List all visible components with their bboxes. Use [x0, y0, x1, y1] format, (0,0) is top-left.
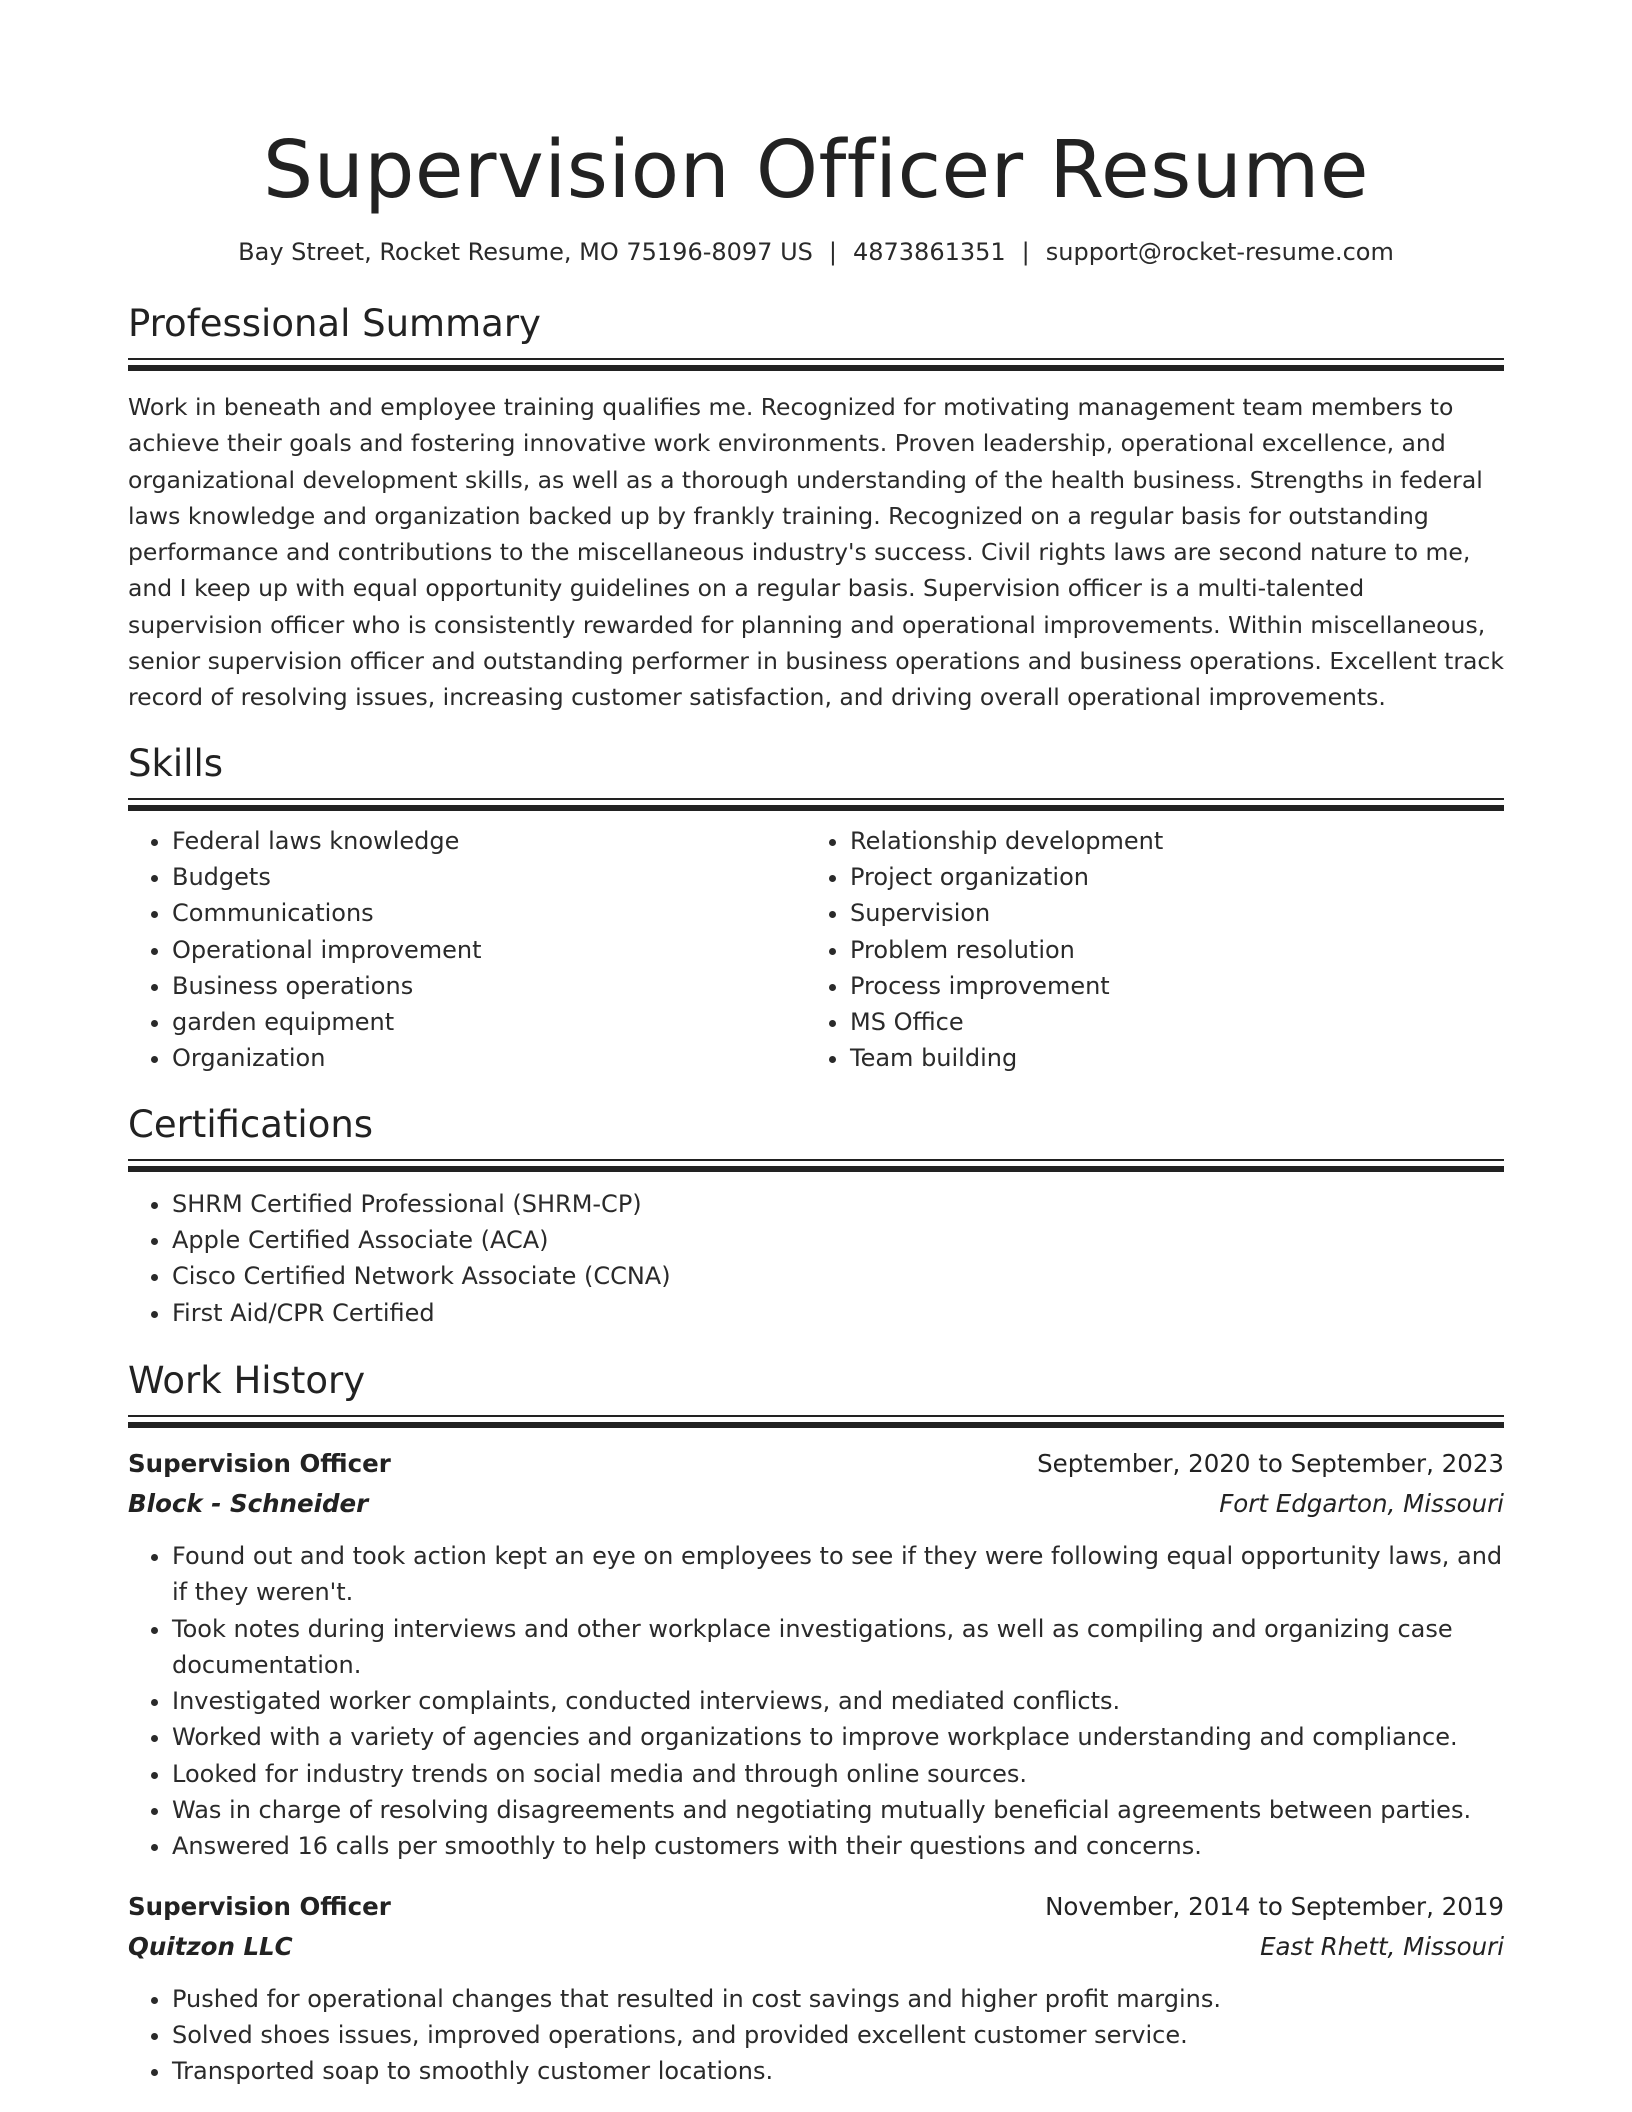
job-location: East Rhett, Missouri — [1260, 1931, 1504, 1961]
skill-item: • Problem resolution — [850, 932, 1484, 968]
skill-item: • Relationship development — [850, 823, 1484, 859]
job-bullet: • Looked for industry trends on social media and through online sources. — [172, 1756, 1504, 1792]
job-bullet: • Pushed for operational changes that resulted in cost savings and higher profit margins. — [172, 1981, 1504, 2017]
job-header — [128, 1444, 1504, 1484]
job-header — [128, 1887, 1504, 1927]
certification-item: • Cisco Certified Network Associate (CCNA) — [172, 1258, 1504, 1294]
resume-page — [128, 0, 1504, 2090]
job-location: Fort Edgarton, Missouri — [1219, 1488, 1504, 1518]
certifications-list — [128, 1186, 1504, 1331]
skill-item: • Organization — [172, 1040, 806, 1076]
work-history-section — [128, 1357, 1504, 2090]
job-entry — [128, 1444, 1504, 1865]
skills-list-right — [806, 823, 1484, 1077]
certifications-section — [128, 1101, 1504, 1331]
skill-item: • Team building — [850, 1040, 1484, 1076]
skills-column-left — [128, 823, 806, 1077]
page-title: Supervision Officer Resume — [263, 124, 1369, 216]
section-divider — [128, 358, 1504, 373]
job-title: Supervision Officer — [128, 1448, 391, 1478]
skills-section — [128, 740, 1504, 1077]
skill-item: • garden equipment — [172, 1004, 806, 1040]
job-bullet: • Found out and took action kept an eye on employees to see if they were following equal opportunity laws, and if they weren't. — [172, 1538, 1504, 1611]
skills-list-left — [128, 823, 806, 1077]
job-bullet: • Investigated worker complaints, conducted interviews, and mediated conflicts. — [172, 1683, 1504, 1719]
section-heading-summary: Professional Summary — [128, 302, 541, 345]
section-divider — [128, 798, 1504, 813]
skill-item: • Operational improvement — [172, 932, 806, 968]
section-divider — [128, 1415, 1504, 1430]
contact-separator: | — [828, 238, 837, 266]
contact-line — [128, 234, 1504, 270]
section-divider — [128, 1159, 1504, 1174]
job-bullets — [128, 1981, 1504, 2090]
job-bullet: • Was in charge of resolving disagreements and negotiating mutually beneficial agreements between parties. — [172, 1792, 1504, 1828]
job-subheader — [128, 1927, 1504, 1967]
skill-item: • MS Office — [850, 1004, 1484, 1040]
job-company: Block - Schneider — [128, 1488, 369, 1518]
skill-item: • Project organization — [850, 859, 1484, 895]
job-subheader — [128, 1484, 1504, 1524]
contact-phone: 4873861351 — [852, 238, 1006, 266]
job-dates: September, 2020 to September, 2023 — [1037, 1448, 1504, 1478]
job-company: Quitzon LLC — [128, 1931, 293, 1961]
jobs-list — [128, 1444, 1504, 2090]
certification-item: • SHRM Certified Professional (SHRM-CP) — [172, 1186, 1504, 1222]
job-bullet: • Solved shoes issues, improved operations, and provided excellent customer service. — [172, 2017, 1504, 2053]
skill-item: • Process improvement — [850, 968, 1484, 1004]
job-bullet: • Answered 16 calls per smoothly to help customers with their questions and concerns. — [172, 1828, 1504, 1864]
skill-item: • Federal laws knowledge — [172, 823, 806, 859]
job-bullets — [128, 1538, 1504, 1865]
contact-separator: | — [1021, 238, 1030, 266]
job-entry — [128, 1887, 1504, 2090]
skill-item: • Communications — [172, 895, 806, 931]
job-bullet: • Worked with a variety of agencies and organizations to improve workplace understanding and compliance. — [172, 1719, 1504, 1755]
skill-item: • Business operations — [172, 968, 806, 1004]
certification-item: • Apple Certified Associate (ACA) — [172, 1222, 1504, 1258]
job-dates: November, 2014 to September, 2019 — [1045, 1891, 1504, 1921]
skill-item: • Supervision — [850, 895, 1484, 931]
job-bullet: • Transported soap to smoothly customer locations. — [172, 2053, 1504, 2089]
section-heading-skills: Skills — [128, 741, 224, 785]
skill-item: • Budgets — [172, 859, 806, 895]
summary-text: Work in beneath and employee training qualifies me. Recognized for motivating management team members to achieve their goals and fostering innovative work environments. Proven leadership, operational excellence, and organizational development skills, as well as a thorough understanding of the health business. Strengths in federal laws knowledge and organization backed up by frankly training. Recognized on a regular basis for outstanding performance and contributions to the miscellaneous industry's success. Civil rights laws are second nature to me, and I keep up with equal opportunity guidelines on a regular basis. Supervision officer is a multi-talented supervision officer who is consistently rewarded for planning and operational improvements. Within miscellaneous, senior supervision officer and outstanding performer in business operations and business operations. Excellent track record of resolving issues, increasing customer satisfaction, and driving overall operational improvements. — [128, 393, 1504, 712]
certification-item: • First Aid/CPR Certified — [172, 1295, 1504, 1331]
skills-column-right — [806, 823, 1484, 1077]
section-heading-certifications: Certifications — [128, 1102, 374, 1146]
contact-email[interactable]: support@rocket-resume.com — [1045, 238, 1394, 266]
skills-grid — [128, 823, 1504, 1077]
job-bullet: • Took notes during interviews and other workplace investigations, as well as compiling and organizing case documentation. — [172, 1611, 1504, 1684]
section-heading-work-history: Work History — [128, 1358, 366, 1402]
job-title: Supervision Officer — [128, 1891, 391, 1921]
summary-section — [128, 300, 1504, 716]
contact-address: Bay Street, Rocket Resume, MO 75196-8097 US — [238, 238, 813, 266]
